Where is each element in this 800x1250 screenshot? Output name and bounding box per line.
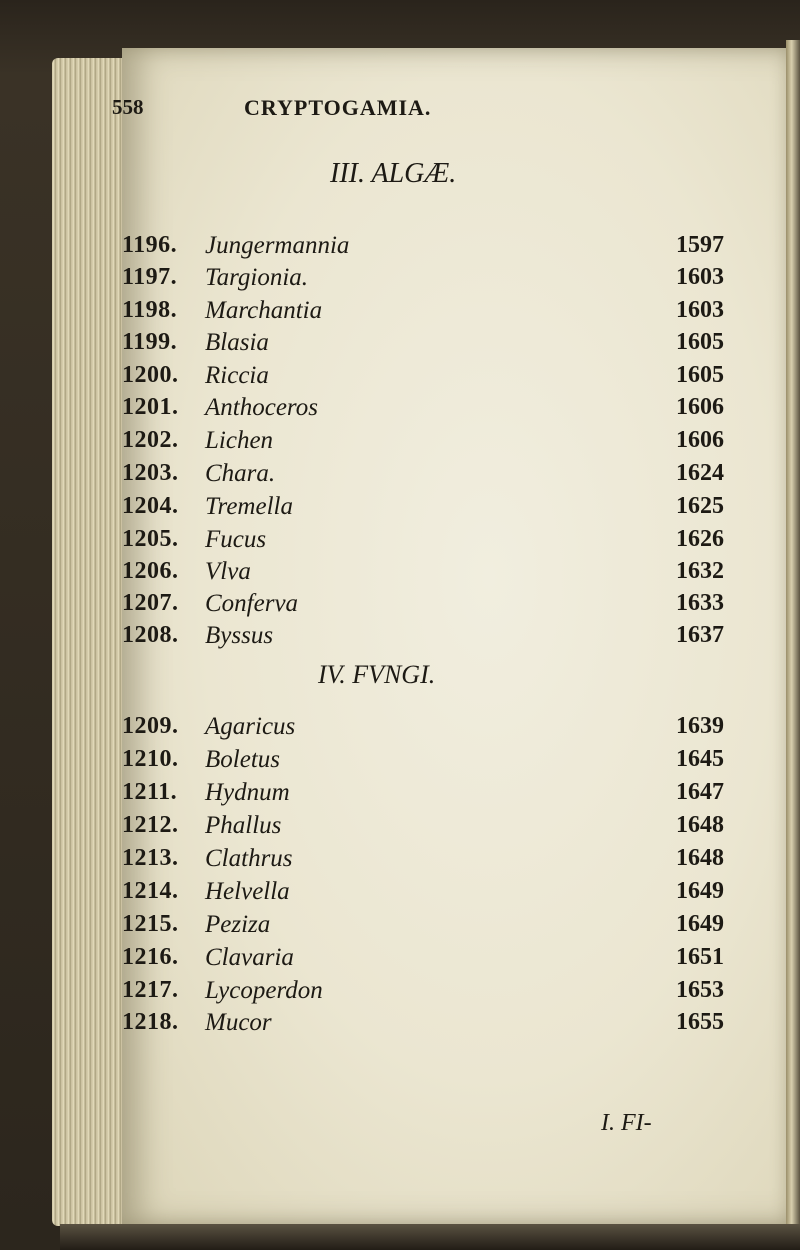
running-title: CRYPTOGAMIA.	[244, 95, 432, 120]
entry-year: 1648	[676, 845, 724, 871]
entry-year: 1606	[676, 427, 724, 453]
list-item	[0, 460, 800, 492]
genus-name: Jungermannia	[205, 232, 350, 259]
entry-number: 1196.	[122, 232, 178, 258]
entry-year: 1606	[676, 394, 724, 420]
entry-year: 1648	[676, 812, 724, 838]
list-item	[0, 427, 800, 459]
section-title-algae: III. ALGÆ.	[330, 158, 457, 189]
genus-name: Peziza	[205, 911, 271, 938]
list-item	[0, 329, 800, 361]
entry-number: 1218.	[122, 1009, 179, 1035]
entry-number: 1209.	[122, 713, 179, 739]
entry-number: 1206.	[122, 558, 179, 584]
entry-year: 1647	[676, 779, 724, 805]
list-item	[0, 297, 800, 329]
entry-year: 1653	[676, 977, 724, 1003]
entry-year: 1605	[676, 362, 724, 388]
genus-name: Lichen	[205, 427, 274, 454]
catchword: I. FI-	[601, 1110, 652, 1136]
genus-name: Clathrus	[205, 845, 293, 872]
entry-year: 1637	[676, 622, 724, 648]
genus-name: Lycoperdon	[205, 977, 323, 1004]
list-item	[0, 878, 800, 910]
list-item	[0, 779, 800, 811]
list-item	[0, 590, 800, 622]
entry-year: 1651	[676, 944, 724, 970]
genus-name: Phallus	[205, 812, 282, 839]
genus-name: Mucor	[205, 1009, 272, 1036]
genus-name: Fucus	[205, 526, 267, 553]
genus-name: Clavaria	[205, 944, 294, 971]
genus-name: Marchantia	[205, 297, 323, 324]
list-item	[0, 362, 800, 394]
entry-number: 1199.	[122, 329, 178, 355]
entry-year: 1655	[676, 1009, 724, 1035]
list-item	[0, 558, 800, 590]
list-item	[0, 526, 800, 558]
genus-name: Riccia	[205, 362, 269, 389]
entry-year: 1603	[676, 297, 724, 323]
genus-name: Byssus	[205, 622, 274, 649]
list-item	[0, 232, 800, 264]
list-item	[0, 977, 800, 1009]
genus-name: Tremella	[205, 493, 293, 520]
entry-number: 1216.	[122, 944, 179, 970]
entry-year: 1603	[676, 264, 724, 290]
entry-number: 1212.	[122, 812, 179, 838]
page-number: 558	[112, 95, 144, 119]
list-item	[0, 264, 800, 296]
entry-number: 1205.	[122, 526, 179, 552]
entry-number: 1198.	[122, 297, 178, 323]
entry-year: 1649	[676, 878, 724, 904]
list-item	[0, 845, 800, 877]
genus-name: Conferva	[205, 590, 299, 617]
entry-number: 1197.	[122, 264, 178, 290]
list-item	[0, 493, 800, 525]
entry-number: 1204.	[122, 493, 179, 519]
list-item	[0, 622, 800, 654]
entry-year: 1624	[676, 460, 724, 486]
entry-number: 1201.	[122, 394, 179, 420]
genus-name: Chara.	[205, 460, 276, 487]
genus-name: Helvella	[205, 878, 290, 905]
genus-name: Targionia.	[205, 264, 309, 291]
genus-name: Blasia	[205, 329, 269, 356]
entry-number: 1202.	[122, 427, 179, 453]
entry-year: 1649	[676, 911, 724, 937]
genus-name: Hydnum	[205, 779, 290, 806]
entry-number: 1213.	[122, 845, 179, 871]
entry-year: 1605	[676, 329, 724, 355]
genus-name: Anthoceros	[205, 394, 318, 421]
entry-year: 1633	[676, 590, 724, 616]
entry-year: 1639	[676, 713, 724, 739]
list-item	[0, 944, 800, 976]
entry-number: 1217.	[122, 977, 179, 1003]
list-item	[0, 746, 800, 778]
entry-number: 1210.	[122, 746, 179, 772]
entry-year: 1632	[676, 558, 724, 584]
entry-number: 1215.	[122, 911, 179, 937]
entry-number: 1208.	[122, 622, 179, 648]
list-item	[0, 394, 800, 426]
list-item	[0, 1009, 800, 1041]
list-item	[0, 713, 800, 745]
entry-year: 1625	[676, 493, 724, 519]
genus-name: Vlva	[205, 558, 251, 585]
bottom-shadow	[60, 1224, 800, 1250]
entry-number: 1207.	[122, 590, 179, 616]
entry-year: 1645	[676, 746, 724, 772]
section-title-fungi: IV. FVNGI.	[318, 660, 436, 689]
entry-number: 1200.	[122, 362, 179, 388]
page-header	[112, 95, 632, 125]
entry-number: 1203.	[122, 460, 179, 486]
entry-number: 1211.	[122, 779, 178, 805]
entry-year: 1626	[676, 526, 724, 552]
list-item	[0, 812, 800, 844]
entry-number: 1214.	[122, 878, 179, 904]
genus-name: Boletus	[205, 746, 280, 773]
genus-name: Agaricus	[205, 713, 296, 740]
entry-year: 1597	[676, 232, 724, 258]
list-item	[0, 911, 800, 943]
